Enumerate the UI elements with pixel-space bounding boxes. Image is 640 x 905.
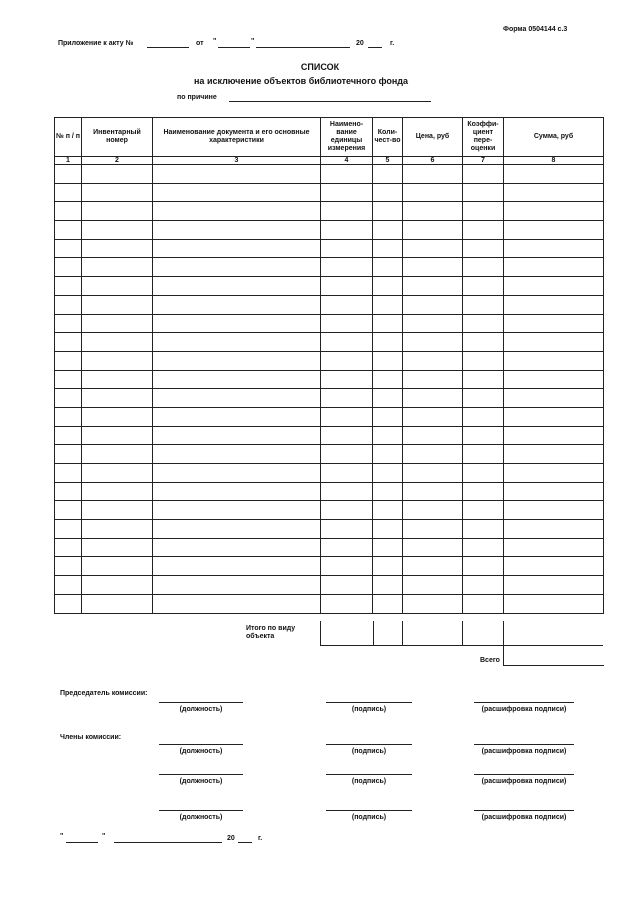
table-cell[interactable] xyxy=(55,183,82,202)
table-cell[interactable] xyxy=(373,295,403,314)
table-cell[interactable] xyxy=(463,165,504,184)
table-cell[interactable] xyxy=(321,538,373,557)
position-caption: (должность) xyxy=(179,778,223,785)
year-field[interactable] xyxy=(368,47,382,48)
table-cell[interactable] xyxy=(373,370,403,389)
table-cell[interactable] xyxy=(403,333,463,352)
table-cell[interactable] xyxy=(403,557,463,576)
member3-decode-field[interactable] xyxy=(474,810,574,811)
decode-caption: (расшифровка подписи) xyxy=(481,778,567,785)
table-cell[interactable] xyxy=(504,482,604,501)
member2-position-field[interactable] xyxy=(159,774,243,775)
table-cell[interactable] xyxy=(55,482,82,501)
table-row xyxy=(55,464,604,483)
total-sum-cell[interactable] xyxy=(503,645,604,666)
column-number: 8 xyxy=(504,157,604,165)
table-cell[interactable] xyxy=(321,258,373,277)
table-cell[interactable] xyxy=(373,594,403,613)
table-cell[interactable] xyxy=(321,277,373,296)
chairman-label: Председатель комиссии: xyxy=(60,690,148,697)
table-cell[interactable] xyxy=(373,351,403,370)
table-cell[interactable] xyxy=(504,277,604,296)
footer-year-suffix: г. xyxy=(258,835,263,842)
title-line1: СПИСОК xyxy=(300,62,340,72)
table-cell[interactable] xyxy=(373,165,403,184)
header-coefficient: Коэффи-циент пере-оценки xyxy=(463,118,504,157)
table-row xyxy=(55,426,604,445)
subtotal-coefficient-cell[interactable] xyxy=(462,621,504,646)
table-cell[interactable] xyxy=(153,221,321,240)
total-label: Всего xyxy=(480,657,500,664)
table-cell[interactable] xyxy=(321,594,373,613)
table-cell[interactable] xyxy=(55,576,82,595)
signature-caption: (подпись) xyxy=(351,706,387,713)
table-cell[interactable] xyxy=(373,183,403,202)
table-cell[interactable] xyxy=(321,576,373,595)
subtotal-unit-cell[interactable] xyxy=(320,621,374,646)
table-cell[interactable] xyxy=(82,594,153,613)
table-cell[interactable] xyxy=(82,165,153,184)
table-cell[interactable] xyxy=(463,221,504,240)
member1-decode-field[interactable] xyxy=(474,744,574,745)
title-line2: на исключение объектов библиотечного фонда xyxy=(194,76,409,86)
table-cell[interactable] xyxy=(321,389,373,408)
table-cell[interactable] xyxy=(463,314,504,333)
header-price: Цена, руб xyxy=(403,118,463,157)
table-cell[interactable] xyxy=(82,389,153,408)
table-cell[interactable] xyxy=(55,165,82,184)
table-cell[interactable] xyxy=(463,351,504,370)
footer-month-field[interactable] xyxy=(114,842,222,843)
table-cell[interactable] xyxy=(153,351,321,370)
table-cell[interactable] xyxy=(153,426,321,445)
table-row xyxy=(55,538,604,557)
table-cell[interactable] xyxy=(403,277,463,296)
table-cell[interactable] xyxy=(55,389,82,408)
table-cell[interactable] xyxy=(321,314,373,333)
footer-year-field[interactable] xyxy=(238,842,252,843)
table-cell[interactable] xyxy=(403,407,463,426)
header-inventory: Инвентарный номер xyxy=(82,118,153,157)
table-cell[interactable] xyxy=(153,202,321,221)
table-cell[interactable] xyxy=(82,576,153,595)
table-cell[interactable] xyxy=(403,314,463,333)
table-cell[interactable] xyxy=(403,221,463,240)
table-cell[interactable] xyxy=(82,239,153,258)
reason-field[interactable] xyxy=(229,101,431,102)
table-cell[interactable] xyxy=(403,426,463,445)
table-cell[interactable] xyxy=(463,576,504,595)
table-cell[interactable] xyxy=(504,258,604,277)
table-cell[interactable] xyxy=(403,594,463,613)
table-cell[interactable] xyxy=(373,464,403,483)
table-cell[interactable] xyxy=(403,370,463,389)
table-cell[interactable] xyxy=(82,557,153,576)
table-cell[interactable] xyxy=(55,277,82,296)
table-body xyxy=(55,165,604,614)
position-caption: (должность) xyxy=(179,706,223,713)
table-cell[interactable] xyxy=(403,202,463,221)
table-cell[interactable] xyxy=(463,426,504,445)
table-row xyxy=(55,221,604,240)
table-cell[interactable] xyxy=(321,426,373,445)
table-cell[interactable] xyxy=(153,370,321,389)
header-sum: Сумма, руб xyxy=(504,118,604,157)
table-cell[interactable] xyxy=(82,370,153,389)
table-cell[interactable] xyxy=(55,501,82,520)
table-cell[interactable] xyxy=(55,464,82,483)
table-cell[interactable] xyxy=(373,277,403,296)
table-cell[interactable] xyxy=(153,520,321,539)
table-cell[interactable] xyxy=(504,445,604,464)
subtotal-sum-cell[interactable] xyxy=(503,621,603,646)
chairman-position-field[interactable] xyxy=(159,702,243,703)
table-cell[interactable] xyxy=(373,538,403,557)
table-cell[interactable] xyxy=(403,295,463,314)
footer-quote-close: " xyxy=(102,833,106,840)
year-prefix: 20 xyxy=(356,40,364,47)
table-cell[interactable] xyxy=(321,557,373,576)
subtotal-price-cell[interactable] xyxy=(402,621,463,646)
table-cell[interactable] xyxy=(55,445,82,464)
table-cell[interactable] xyxy=(82,183,153,202)
table-cell[interactable] xyxy=(403,239,463,258)
table-cell[interactable] xyxy=(321,333,373,352)
table-cell[interactable] xyxy=(504,520,604,539)
table-cell[interactable] xyxy=(153,183,321,202)
decode-caption: (расшифровка подписи) xyxy=(481,814,567,821)
table-row xyxy=(55,370,604,389)
table-cell[interactable] xyxy=(504,538,604,557)
table-cell[interactable] xyxy=(321,221,373,240)
table-cell[interactable] xyxy=(82,202,153,221)
table-cell[interactable] xyxy=(55,426,82,445)
table-cell[interactable] xyxy=(373,239,403,258)
table-cell[interactable] xyxy=(82,221,153,240)
column-number: 3 xyxy=(153,157,321,165)
table-cell[interactable] xyxy=(373,202,403,221)
table-cell[interactable] xyxy=(504,370,604,389)
table-cell[interactable] xyxy=(82,538,153,557)
table-row xyxy=(55,576,604,595)
table-cell[interactable] xyxy=(373,333,403,352)
table-cell[interactable] xyxy=(153,277,321,296)
table-cell[interactable] xyxy=(82,482,153,501)
decode-caption: (расшифровка подписи) xyxy=(481,748,567,755)
member2-decode-field[interactable] xyxy=(474,774,574,775)
table-cell[interactable] xyxy=(463,295,504,314)
table-cell[interactable] xyxy=(321,295,373,314)
signature-caption: (подпись) xyxy=(351,814,387,821)
member1-position-field[interactable] xyxy=(159,744,243,745)
table-cell[interactable] xyxy=(504,594,604,613)
table-cell[interactable] xyxy=(504,557,604,576)
table-row xyxy=(55,183,604,202)
table-cell[interactable] xyxy=(373,426,403,445)
table-cell[interactable] xyxy=(55,202,82,221)
table-cell[interactable] xyxy=(504,221,604,240)
table-cell[interactable] xyxy=(153,258,321,277)
table-cell[interactable] xyxy=(82,258,153,277)
table-cell[interactable] xyxy=(321,464,373,483)
table-cell[interactable] xyxy=(373,389,403,408)
table-cell[interactable] xyxy=(463,258,504,277)
table-cell[interactable] xyxy=(504,389,604,408)
table-row xyxy=(55,165,604,184)
table-cell[interactable] xyxy=(373,314,403,333)
member1-signature-field[interactable] xyxy=(326,744,412,745)
signature-caption: (подпись) xyxy=(351,778,387,785)
table-cell[interactable] xyxy=(463,277,504,296)
table-row xyxy=(55,239,604,258)
table-cell[interactable] xyxy=(403,482,463,501)
table-cell[interactable] xyxy=(321,351,373,370)
table-cell[interactable] xyxy=(403,445,463,464)
quote-open: " xyxy=(213,38,217,45)
table-cell[interactable] xyxy=(55,520,82,539)
table-cell[interactable] xyxy=(504,464,604,483)
table-cell[interactable] xyxy=(463,389,504,408)
column-number: 5 xyxy=(373,157,403,165)
table-cell[interactable] xyxy=(373,221,403,240)
table-row xyxy=(55,333,604,352)
table-cell[interactable] xyxy=(463,557,504,576)
table-cell[interactable] xyxy=(321,370,373,389)
table-cell[interactable] xyxy=(403,464,463,483)
table-cell[interactable] xyxy=(55,239,82,258)
table-cell[interactable] xyxy=(321,501,373,520)
table-row xyxy=(55,445,604,464)
table-cell[interactable] xyxy=(55,557,82,576)
table-cell[interactable] xyxy=(463,370,504,389)
table-cell[interactable] xyxy=(463,445,504,464)
table-cell[interactable] xyxy=(55,295,82,314)
appendix-label: Приложение к акту № xyxy=(58,40,134,47)
table-cell[interactable] xyxy=(82,426,153,445)
table-row xyxy=(55,594,604,613)
table-cell[interactable] xyxy=(153,445,321,464)
table-cell[interactable] xyxy=(153,501,321,520)
position-caption: (должность) xyxy=(179,814,223,821)
objects-table xyxy=(54,117,604,614)
table-cell[interactable] xyxy=(321,239,373,258)
table-row xyxy=(55,557,604,576)
table-cell[interactable] xyxy=(403,183,463,202)
table-cell[interactable] xyxy=(373,501,403,520)
table-row xyxy=(55,389,604,408)
table-row xyxy=(55,295,604,314)
members-label: Члены комиссии: xyxy=(60,734,122,741)
month-field[interactable] xyxy=(256,47,350,48)
table-cell[interactable] xyxy=(55,221,82,240)
reason-label: по причине xyxy=(177,94,217,101)
table-cell[interactable] xyxy=(463,239,504,258)
form-code: Форма 0504144 с.3 xyxy=(503,26,568,33)
table-cell[interactable] xyxy=(321,183,373,202)
position-caption: (должность) xyxy=(179,748,223,755)
table-cell[interactable] xyxy=(55,594,82,613)
table-cell[interactable] xyxy=(55,538,82,557)
column-number: 2 xyxy=(82,157,153,165)
table-cell[interactable] xyxy=(504,426,604,445)
column-number-row xyxy=(55,157,604,165)
table-cell[interactable] xyxy=(504,314,604,333)
table-cell[interactable] xyxy=(373,520,403,539)
table-cell[interactable] xyxy=(373,258,403,277)
table-row xyxy=(55,482,604,501)
table-cell[interactable] xyxy=(403,165,463,184)
table-row xyxy=(55,351,604,370)
table-cell[interactable] xyxy=(153,464,321,483)
table-cell[interactable] xyxy=(504,576,604,595)
subtotal-label: Итого по виду объекта xyxy=(246,625,296,640)
table-cell[interactable] xyxy=(153,389,321,408)
table-cell[interactable] xyxy=(153,538,321,557)
table-cell[interactable] xyxy=(463,202,504,221)
table-cell[interactable] xyxy=(463,501,504,520)
table-cell[interactable] xyxy=(153,557,321,576)
decode-caption: (расшифровка подписи) xyxy=(481,706,567,713)
table-cell[interactable] xyxy=(82,295,153,314)
table-cell[interactable] xyxy=(321,202,373,221)
table-cell[interactable] xyxy=(463,520,504,539)
table-cell[interactable] xyxy=(153,407,321,426)
table-cell[interactable] xyxy=(153,482,321,501)
table-cell[interactable] xyxy=(373,445,403,464)
column-number: 1 xyxy=(55,157,82,165)
table-cell[interactable] xyxy=(153,314,321,333)
table-cell[interactable] xyxy=(463,464,504,483)
act-number-field[interactable] xyxy=(147,47,189,48)
table-cell[interactable] xyxy=(373,407,403,426)
table-cell[interactable] xyxy=(403,258,463,277)
header-row xyxy=(55,118,604,157)
table-row xyxy=(55,202,604,221)
table-cell[interactable] xyxy=(55,407,82,426)
table-cell[interactable] xyxy=(153,295,321,314)
table-cell[interactable] xyxy=(463,407,504,426)
table-cell[interactable] xyxy=(463,183,504,202)
table-cell[interactable] xyxy=(55,333,82,352)
table-cell[interactable] xyxy=(403,351,463,370)
table-cell[interactable] xyxy=(373,557,403,576)
table-cell[interactable] xyxy=(82,351,153,370)
table-cell[interactable] xyxy=(82,464,153,483)
table-cell[interactable] xyxy=(504,501,604,520)
table-cell[interactable] xyxy=(463,482,504,501)
table-cell[interactable] xyxy=(463,538,504,557)
table-cell[interactable] xyxy=(321,482,373,501)
header-unit: Наимено-вание единицы измерения xyxy=(321,118,373,157)
table-cell[interactable] xyxy=(82,314,153,333)
table-cell[interactable] xyxy=(463,333,504,352)
column-number: 7 xyxy=(463,157,504,165)
footer-year-prefix: 20 xyxy=(227,835,235,842)
from-label: от xyxy=(196,40,204,47)
table-cell[interactable] xyxy=(153,594,321,613)
member3-position-field[interactable] xyxy=(159,810,243,811)
table-cell[interactable] xyxy=(153,576,321,595)
day-field[interactable] xyxy=(218,47,250,48)
table-cell[interactable] xyxy=(321,165,373,184)
footer-day-field[interactable] xyxy=(66,842,98,843)
table-cell[interactable] xyxy=(55,351,82,370)
table-cell[interactable] xyxy=(82,501,153,520)
table-cell[interactable] xyxy=(82,277,153,296)
table-cell[interactable] xyxy=(321,407,373,426)
table-row xyxy=(55,520,604,539)
chairman-decode-field[interactable] xyxy=(474,702,574,703)
quote-close: " xyxy=(251,38,255,45)
table-cell[interactable] xyxy=(504,165,604,184)
header-number: № п / п xyxy=(55,118,82,157)
table-cell[interactable] xyxy=(153,165,321,184)
table-cell[interactable] xyxy=(403,389,463,408)
table-cell[interactable] xyxy=(504,351,604,370)
table-cell[interactable] xyxy=(504,295,604,314)
footer-quote-open: " xyxy=(60,833,64,840)
table-cell[interactable] xyxy=(504,333,604,352)
table-cell[interactable] xyxy=(55,370,82,389)
table-cell[interactable] xyxy=(403,501,463,520)
table-row xyxy=(55,258,604,277)
table-cell[interactable] xyxy=(504,202,604,221)
table-cell[interactable] xyxy=(403,520,463,539)
table-cell[interactable] xyxy=(82,333,153,352)
table-cell[interactable] xyxy=(504,183,604,202)
column-number: 4 xyxy=(321,157,373,165)
table-cell[interactable] xyxy=(82,520,153,539)
table-row xyxy=(55,277,604,296)
column-number: 6 xyxy=(403,157,463,165)
table-cell[interactable] xyxy=(373,482,403,501)
table-cell[interactable] xyxy=(55,258,82,277)
table-cell[interactable] xyxy=(403,538,463,557)
table-cell[interactable] xyxy=(504,407,604,426)
table-row xyxy=(55,407,604,426)
table-cell[interactable] xyxy=(403,576,463,595)
signature-caption: (подпись) xyxy=(351,748,387,755)
table-cell[interactable] xyxy=(153,239,321,258)
member3-signature-field[interactable] xyxy=(326,810,412,811)
subtotal-quantity-cell[interactable] xyxy=(372,621,403,646)
table-cell[interactable] xyxy=(55,314,82,333)
chairman-signature-field[interactable] xyxy=(326,702,412,703)
year-suffix: г. xyxy=(390,40,395,47)
table-cell[interactable] xyxy=(82,407,153,426)
header-document: Наименование документа и его основные характеристики xyxy=(153,118,321,157)
table-cell[interactable] xyxy=(153,333,321,352)
table-cell[interactable] xyxy=(321,445,373,464)
table-cell[interactable] xyxy=(463,594,504,613)
table-cell[interactable] xyxy=(82,445,153,464)
header-quantity: Коли-чест-во xyxy=(373,118,403,157)
table-cell[interactable] xyxy=(373,576,403,595)
table-row xyxy=(55,314,604,333)
table-cell[interactable] xyxy=(321,520,373,539)
member2-signature-field[interactable] xyxy=(326,774,412,775)
table-row xyxy=(55,501,604,520)
table-cell[interactable] xyxy=(504,239,604,258)
